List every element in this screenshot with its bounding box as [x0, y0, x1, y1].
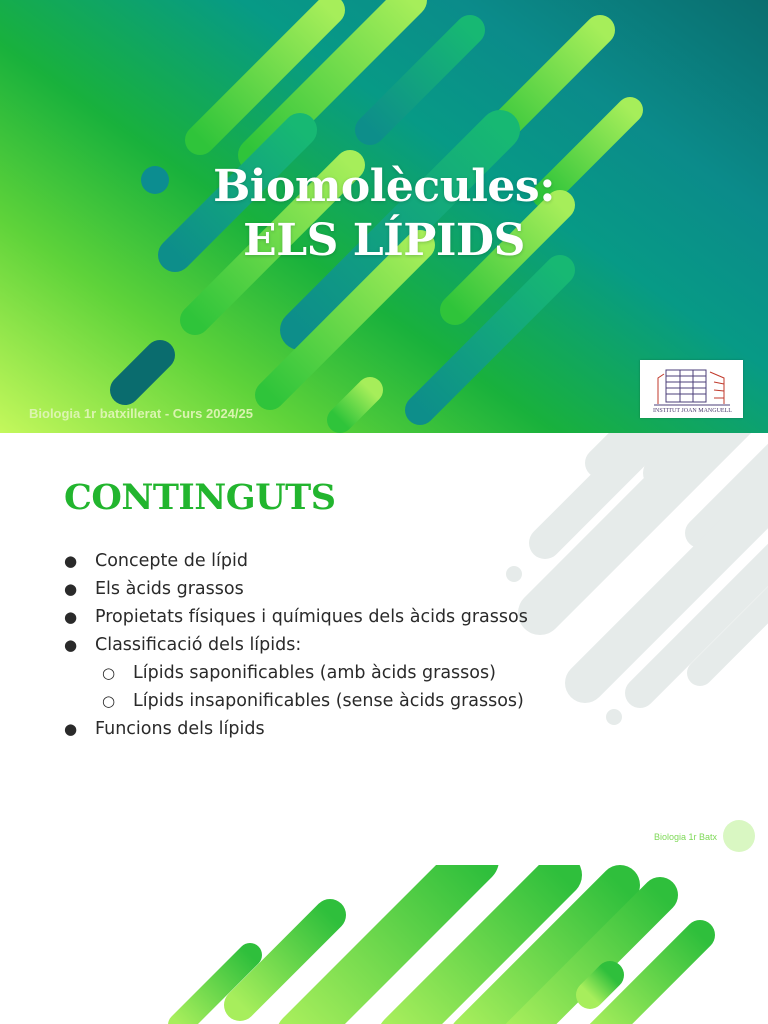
decorative-green-stripes: [0, 865, 768, 1024]
next-slide-preview: [0, 865, 768, 1024]
list-item-text: Lípids saponificables (amb àcids grassos): [133, 663, 496, 683]
contents-heading: CONTINGUTS: [64, 477, 336, 518]
list-item-text: Els àcids grassos: [95, 579, 244, 599]
title-line-1: Biomolècules:: [213, 161, 555, 212]
bullet-icon: ●: [64, 636, 78, 654]
sub-list-item: [64, 659, 528, 687]
list-item-text: Classificació dels lípids:: [95, 635, 302, 655]
hollow-bullet-icon: ○: [102, 692, 116, 710]
slide-title: [0, 160, 768, 268]
list-item-text: Funcions dels lípids: [95, 719, 265, 739]
bullet-icon: ●: [64, 720, 78, 738]
bullet-icon: ●: [64, 552, 78, 570]
contents-slide: [0, 433, 768, 865]
slide-footer: Biologia 1r Batx: [654, 832, 718, 842]
list-item: [64, 631, 528, 659]
footer-circle: [723, 820, 755, 852]
logo-caption: INSTITUT JOAN MANGUELL: [653, 408, 732, 414]
course-subtitle: Biologia 1r batxillerat - Curs 2024/25: [29, 406, 253, 421]
topic-list: [64, 547, 528, 743]
school-logo: [640, 360, 743, 418]
list-item: [64, 715, 528, 743]
sub-list-item: [64, 687, 528, 715]
hollow-bullet-icon: ○: [102, 664, 116, 682]
list-item: [64, 575, 528, 603]
list-item-text: Propietats físiques i químiques dels àcids grassos: [95, 607, 528, 627]
bullet-icon: ●: [64, 608, 78, 626]
title-line-2: ELS LÍPIDS: [243, 215, 525, 266]
list-item: [64, 547, 528, 575]
bullet-icon: ●: [64, 580, 78, 598]
list-item-text: Lípids insaponificables (sense àcids grassos): [133, 691, 524, 711]
title-slide: [0, 0, 768, 433]
list-item-text: Concepte de lípid: [95, 551, 248, 571]
list-item: [64, 603, 528, 631]
